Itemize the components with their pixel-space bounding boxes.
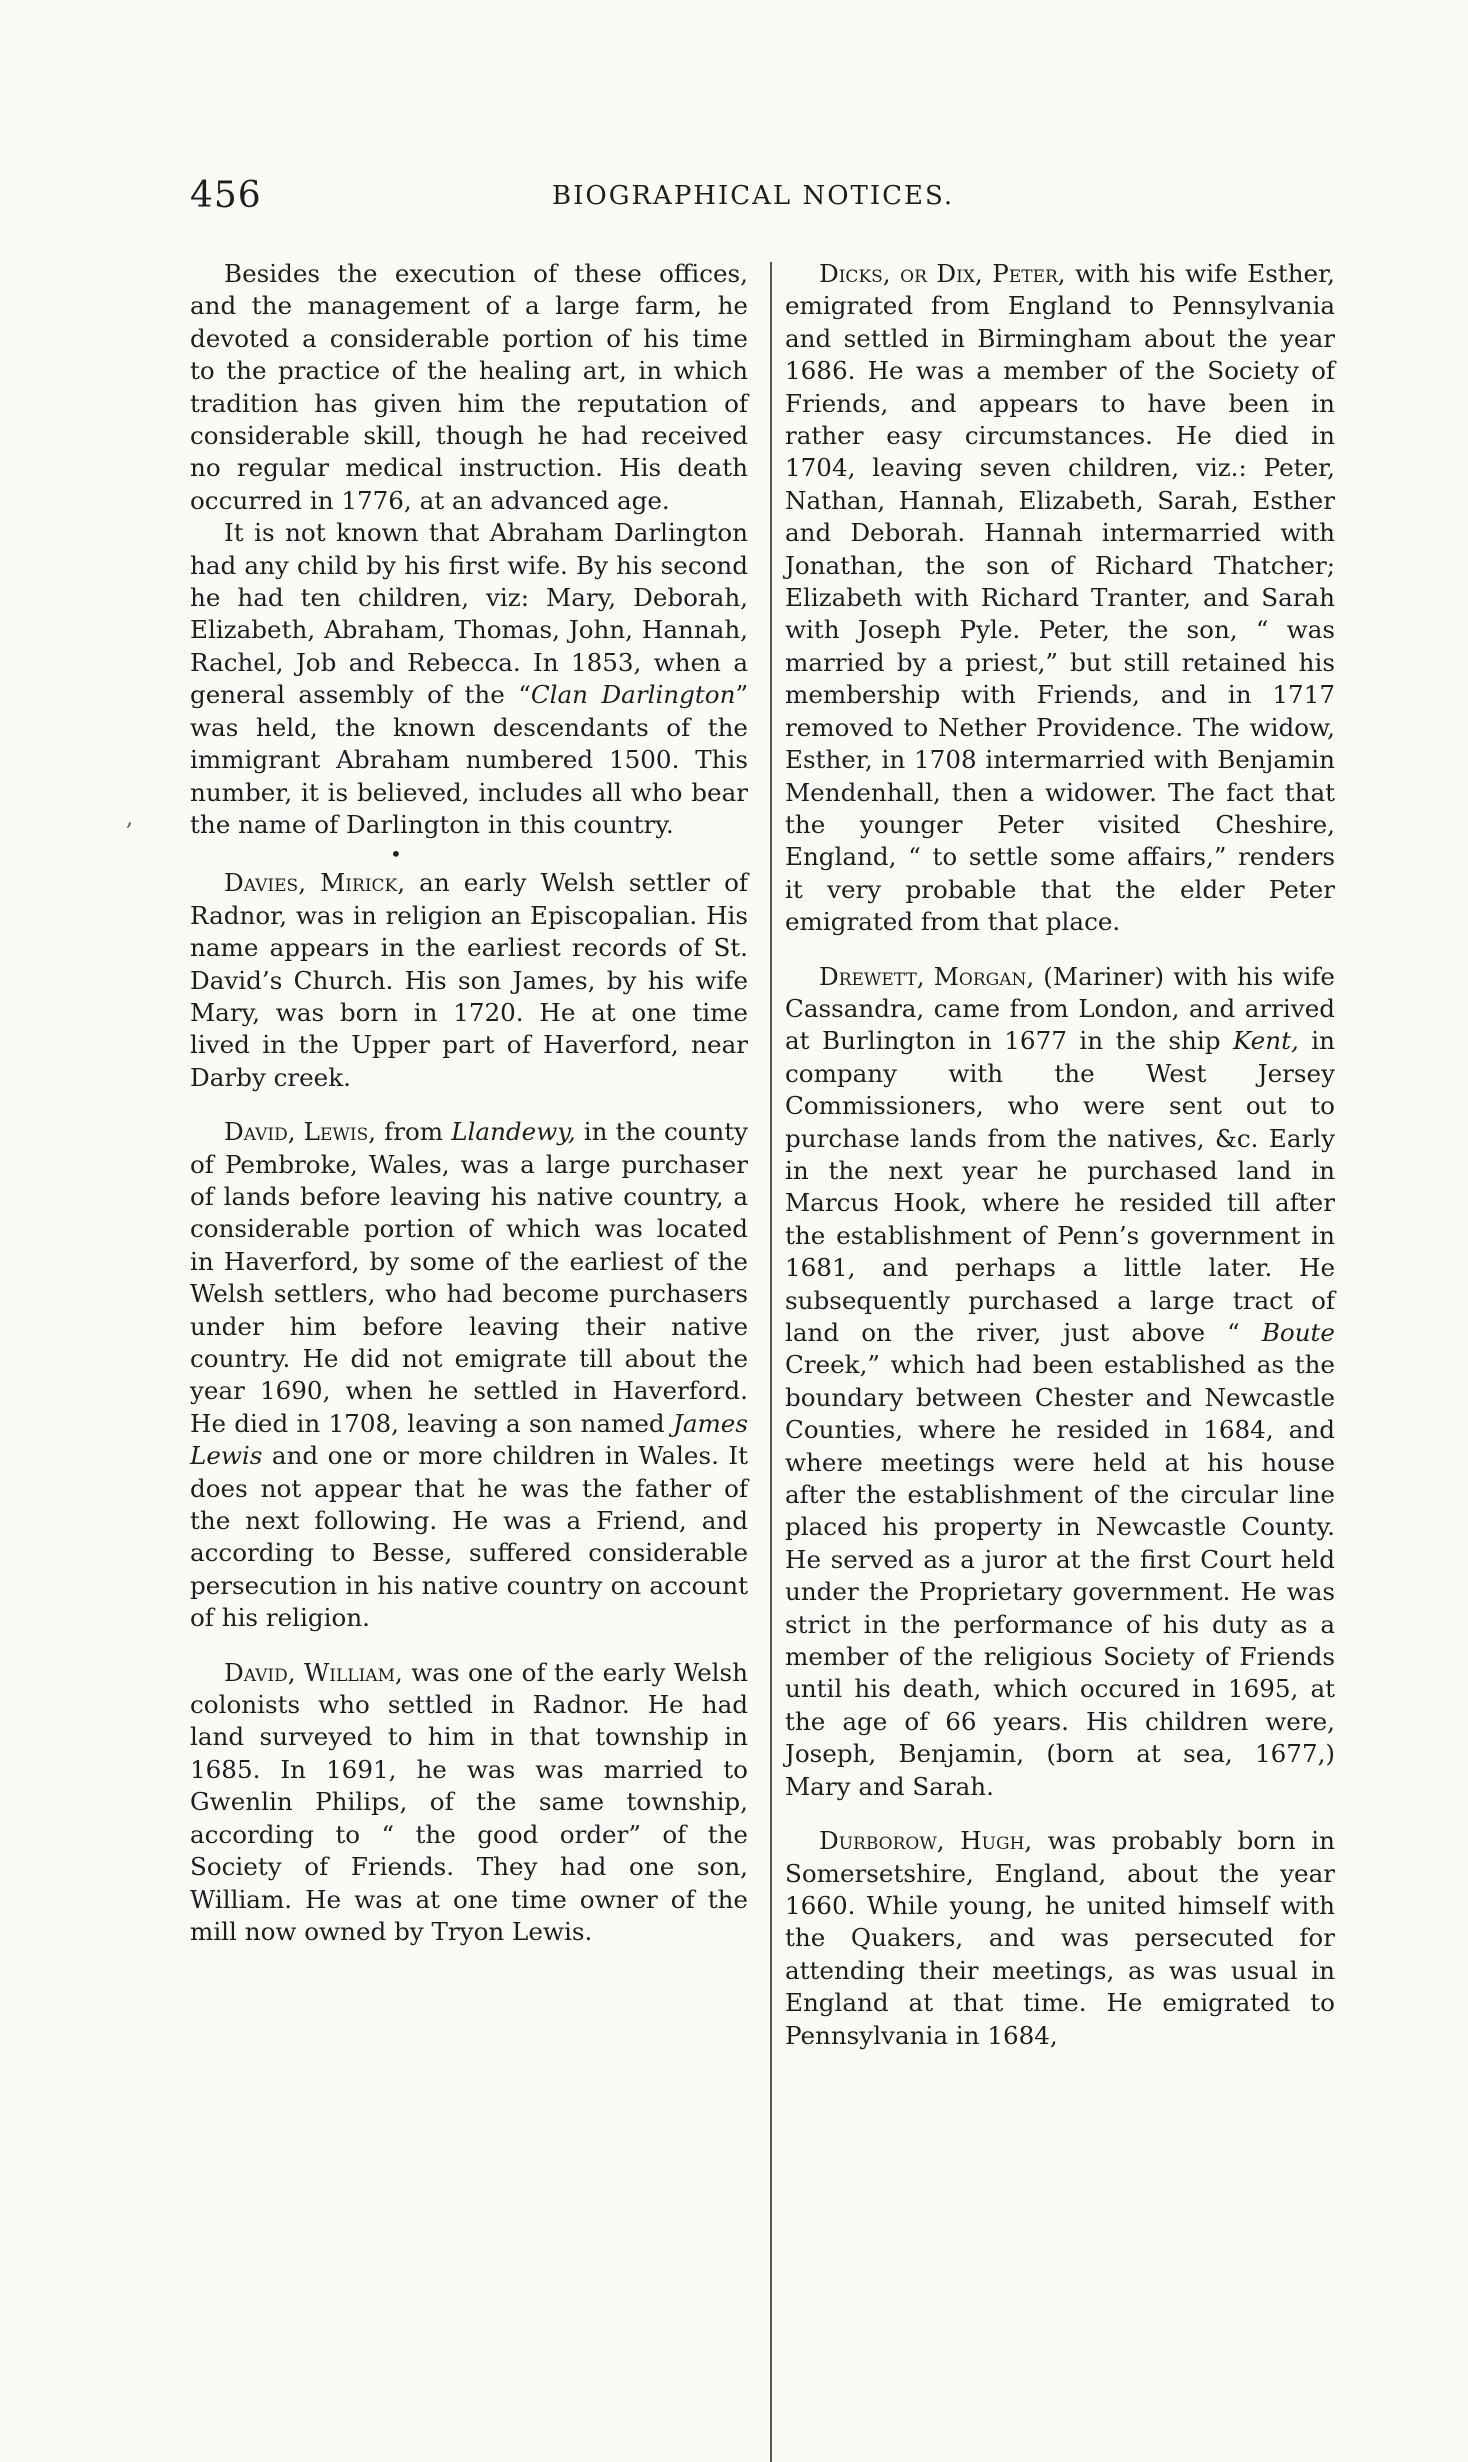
italic-text: Clan Darlington (530, 680, 736, 710)
entry-name: Dicks, or Dix, Peter, (819, 259, 1066, 288)
italic-text: Llandewy, (451, 1117, 576, 1147)
column-divider (770, 262, 772, 2462)
paragraph-text: ” was held, the known descendants of the immigrant Abraham numbered 1500. This number, it is believed, includes all who bear the name of Darlington in this country. (190, 680, 749, 839)
running-title: BIOGRAPHICAL NOTICES. (552, 181, 955, 211)
page-number: 456 (190, 175, 262, 216)
entry-name: David, William, (224, 1657, 403, 1687)
entry-davies-mirick (190, 867, 748, 1094)
entry-durborow-hugh (785, 1825, 1335, 2052)
entry-dicks-peter (785, 258, 1335, 939)
entry-text: with his wife Esther, emigrated from England to Pennsylvania and settled in Birmingham about the year 1686. He was a member of the Society of Friends, and appears to have been in rather easy circumstances. He died in 1704, leaving seven children, viz.: Peter, Nathan, Hannah, Elizabeth, Sarah, Esther and Deborah. Hannah intermarried with Jonathan, the son of Richard Thatcher; Elizabeth with Richard Tranter, and Sarah with Joseph Pyle. Peter, the son, “ was married by a priest,” but still retained his membership with Friends, and in 1717 removed to Nether Providence. The widow, Esther, in 1708 intermarried with Benjamin Mendenhall, then a widower. The fact that the younger Peter visited Cheshire, England, “ to settle some affairs,” renders it very probable that the elder Peter emigrated from that place. (785, 259, 1335, 937)
entry-text: Creek,” which had been established as the boundary between Chester and Newcastle Counties, where he resided in 1684, and where meetings were held at his house after the establishment of the circular line placed his property in Newcastle County. He served as a juror at the first Court held under the Proprietary government. He was strict in the performance of his duty as a member of the religious Society of Friends until his death, which occured in 1695, at the age of 66 years. His children were, Joseph, Benjamin, (born at sea, 1677,) Mary and Sarah. (785, 1350, 1335, 1801)
entry-text: in company with the West Jersey Commissioners, who were sent out to purchase lands from the natives, &c. Early in the next year he purchased land in Marcus Hook, where he resided till after the establishment of Penn’s government in 1681, and perhaps a little later. He subsequently purchased a large tract of land on the river, just above “ (785, 1026, 1335, 1347)
entry-david-lewis (190, 1116, 748, 1635)
entry-name: Davies, Mirick, (224, 868, 406, 898)
entry-text: from (376, 1117, 452, 1147)
page-header (190, 175, 1350, 225)
entry-text: an early Welsh settler of Radnor, was in religion an Episcopalian. His name appears in the earliest records of St. David’s Church. His son James, by his wife Mary, was born in 1720. He at one time lived in the Upper part of Haverford, near Darby creek. (190, 868, 748, 1092)
italic-text: Boute (1261, 1318, 1335, 1347)
entry-text: was one of the early Welsh colonists who settled in Radnor. He had land surveyed to him in that township in 1685. In 1691, he was was married to Gwenlin Philips, of the same township, according to “ the good order” of the Society of Friends. They had one son, William. He was at one time owner of the mill now owned by Tryon Lewis. (190, 1657, 748, 1946)
entry-text: was probably born in Somersetshire, England, about the year 1660. While young, he united himself with the Quakers, and was persecuted for attending their meetings, as was usual in England at that time. He emigrated to Pennsylvania in 1684, (785, 1826, 1335, 2050)
entry-name: Drewett, Morgan, (819, 961, 1035, 991)
paragraph-text: It is not known that Abraham Darlington had any child by his first wife. By his second he had ten children, viz: Mary, Deborah, Elizabeth, Abraham, Thomas, John, Hannah, Rachel, Job and Rebecca. In 1853, when a general assembly of the “ (190, 518, 748, 710)
section-separator: • (390, 842, 402, 867)
entry-text: in the county of Pembroke, Wales, was a large purchaser of lands before leaving his native country, a considerable portion of which was located in Haverford, by some of the earliest of the Welsh settlers, who had become purchasers under him before leaving their native country. He did not emigrate till about the year 1690, when he settled in Haverford. He died in 1708, leaving a son named (190, 1117, 748, 1438)
entry-david-william (190, 1657, 748, 1949)
paragraph-darlington-children (190, 517, 748, 841)
right-column (785, 258, 1335, 2052)
italic-text: James Lewis (190, 1408, 748, 1471)
left-column (190, 258, 748, 1948)
margin-mark: , (126, 806, 133, 831)
entry-name: David, Lewis, (224, 1117, 377, 1147)
entry-text: (Mariner) with his wife Cassandra, came from London, and arrived at Burlington in 1677 in the ship (785, 961, 1335, 1056)
entry-text: and one or more children in Wales. It does not appear that he was the father of the next following. He was a Friend, and according to Besse, suffered considerable persecution in his native country on account of his religion. (190, 1441, 748, 1633)
entry-drewett-morgan (785, 961, 1335, 1804)
italic-text: Kent, (1232, 1026, 1299, 1056)
paragraph-darlington-continued: Besides the execution of these offices, and the management of a large farm, he devoted a considerable portion of his time to the practice of the healing art, in which tradition has given him the reputation of considerable skill, though he had received no regular medical instruction. His death occurred in 1776, at an advanced age. (190, 259, 748, 515)
entry-name: Durborow, Hugh, (819, 1826, 1033, 1856)
